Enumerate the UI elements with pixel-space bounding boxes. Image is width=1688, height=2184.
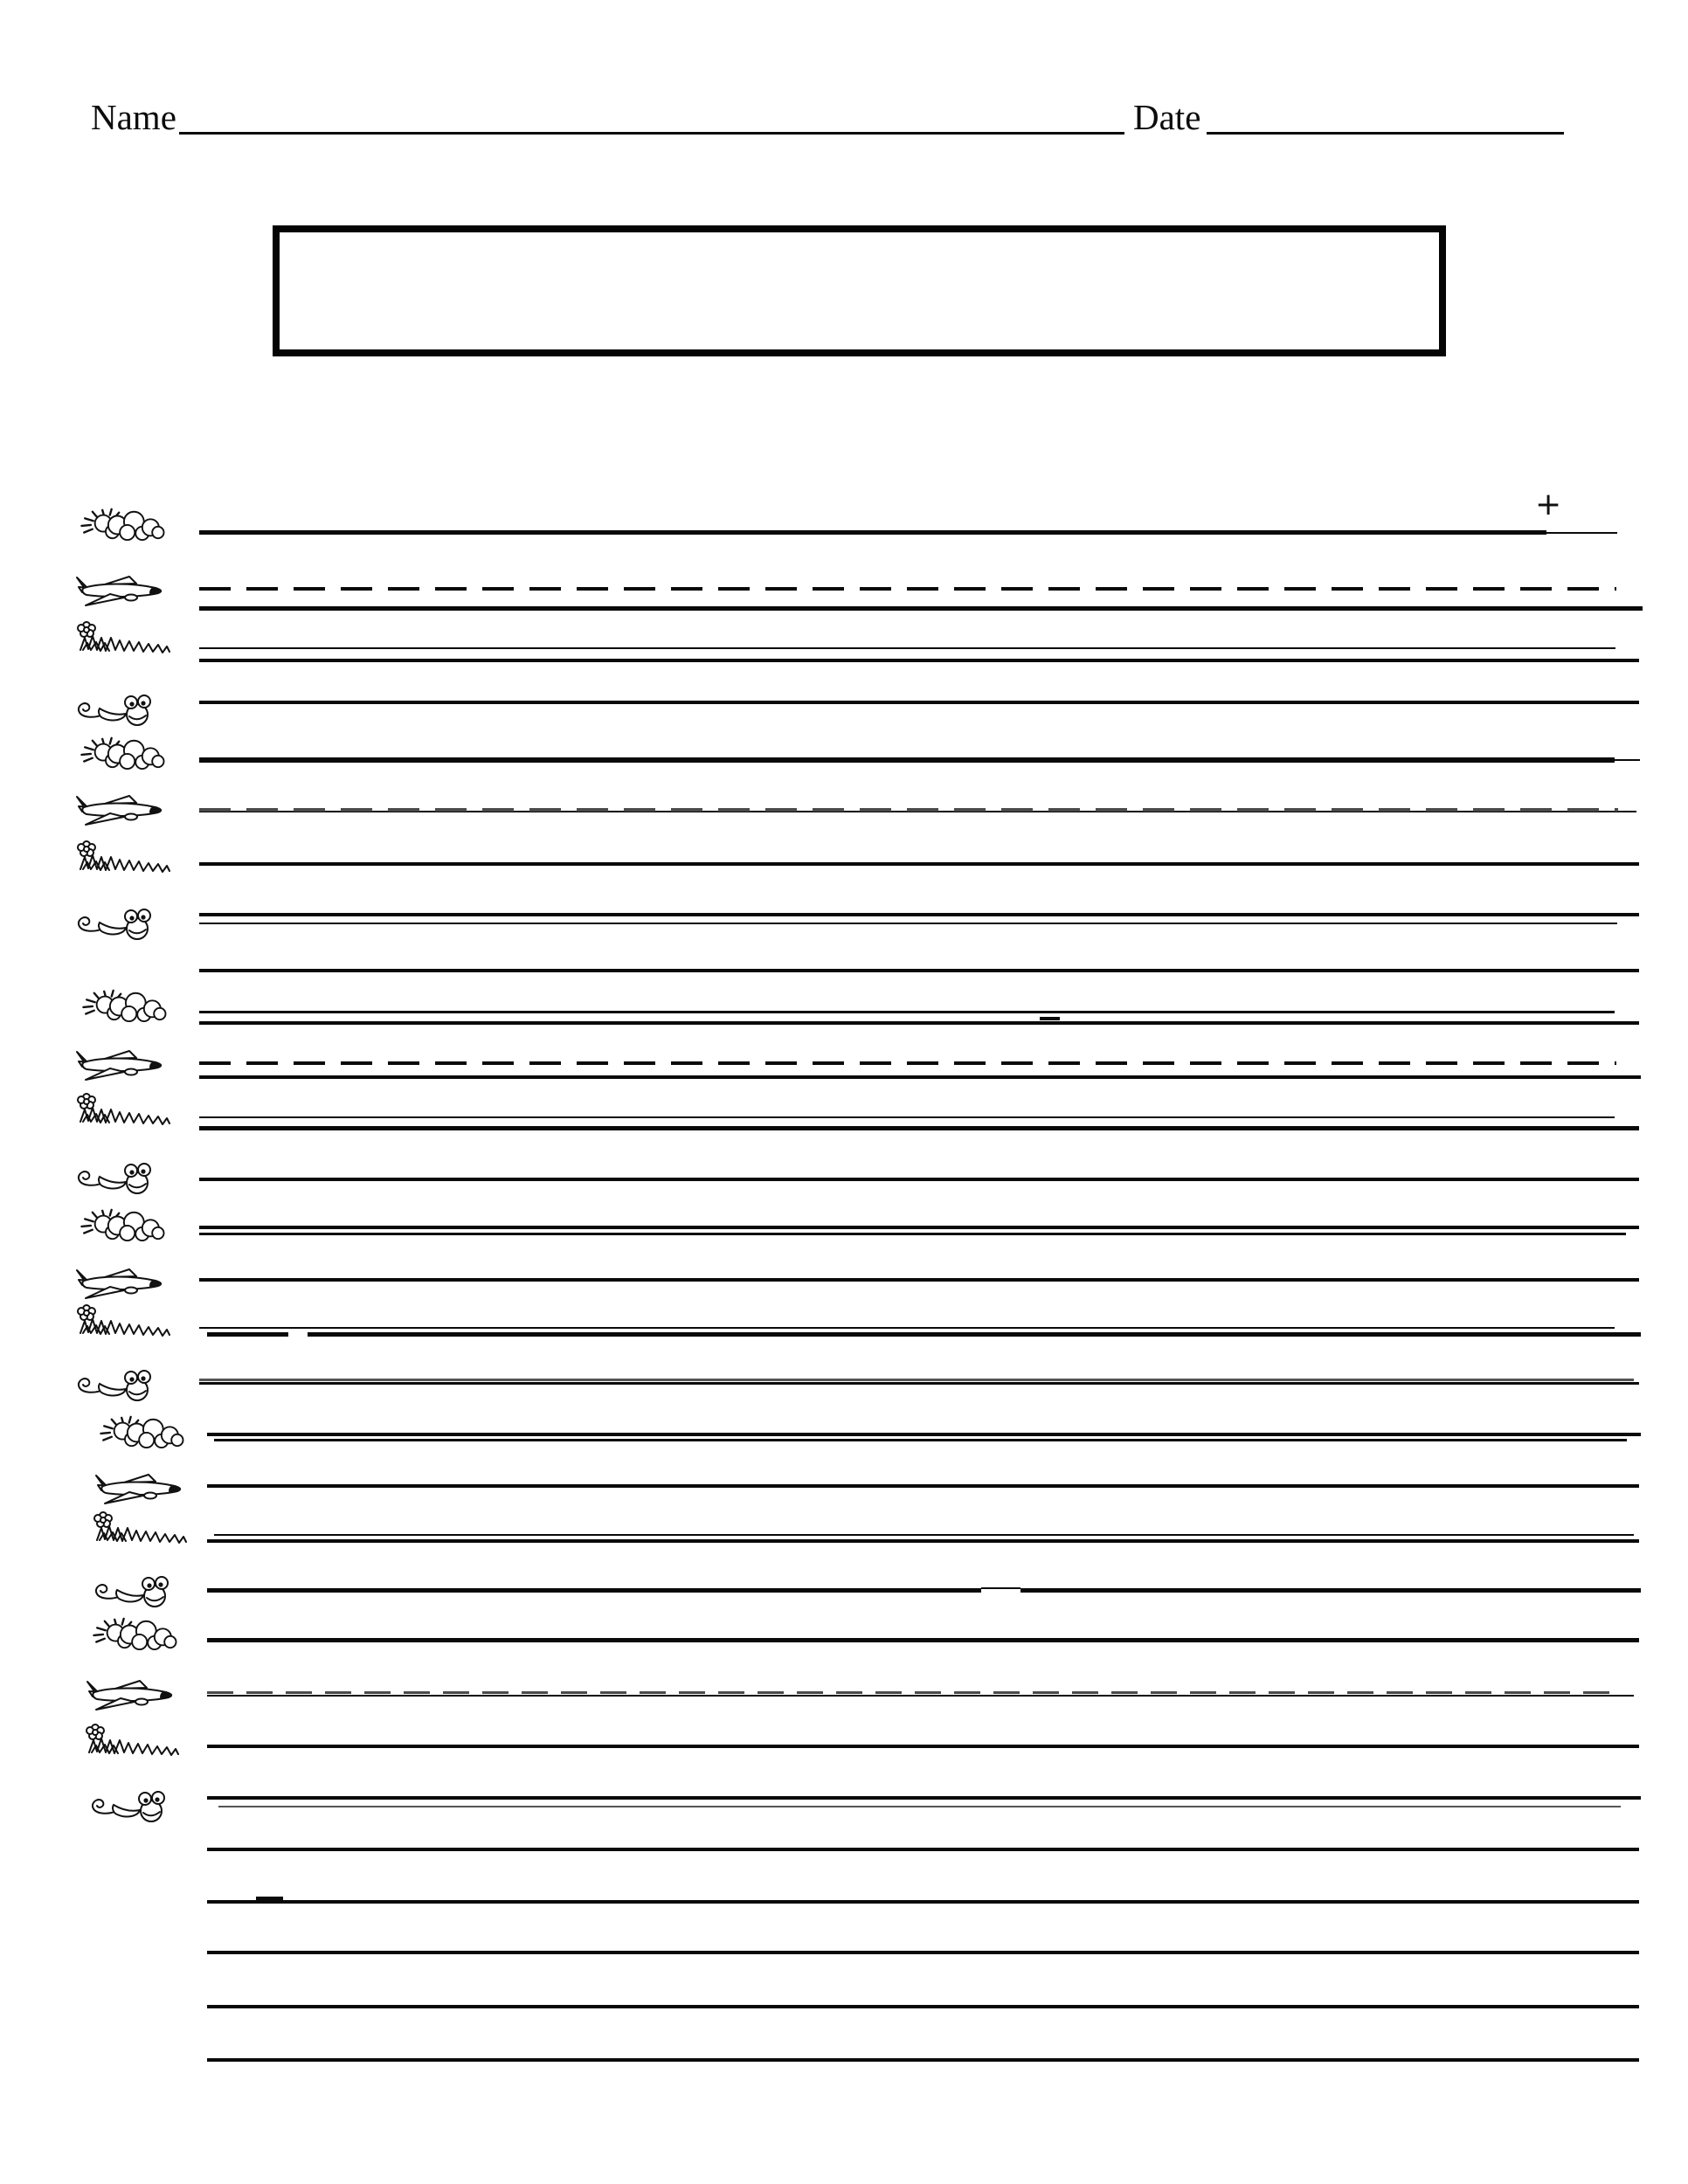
writing-line xyxy=(207,1332,288,1337)
writing-line xyxy=(199,1226,1639,1229)
grass-icon xyxy=(75,1303,173,1338)
writing-line xyxy=(207,1588,981,1593)
writing-line xyxy=(199,1327,1615,1329)
sun-cloud-icon xyxy=(87,1617,182,1650)
name-underline xyxy=(179,132,1124,135)
name-field-label: Name xyxy=(91,97,176,137)
date-field-label: Date xyxy=(1133,97,1201,137)
airplane-icon xyxy=(73,1266,169,1301)
writing-line xyxy=(207,1900,1639,1904)
writing-line xyxy=(199,757,1615,763)
airplane-icon xyxy=(73,1047,169,1082)
writing-line xyxy=(207,1695,1634,1697)
writing-line xyxy=(199,1278,1639,1282)
airplane-icon xyxy=(84,1677,180,1712)
worm-icon xyxy=(73,1366,161,1405)
airplane-icon xyxy=(73,573,169,608)
writing-line xyxy=(207,1433,1641,1436)
worm-icon xyxy=(73,1159,161,1198)
writing-line xyxy=(199,1075,1641,1079)
writing-line xyxy=(199,923,1617,924)
writing-line xyxy=(207,2005,1639,2008)
grass-icon xyxy=(92,1510,190,1545)
writing-line xyxy=(199,1116,1615,1118)
grass-icon xyxy=(75,840,173,874)
writing-line xyxy=(207,1484,1639,1488)
worm-icon xyxy=(87,1787,175,1826)
title-box xyxy=(273,225,1446,356)
writing-line xyxy=(207,2058,1639,2062)
writing-line xyxy=(199,1382,1639,1385)
writing-line xyxy=(199,530,1546,535)
writing-line xyxy=(199,1061,1616,1065)
writing-line xyxy=(199,1379,1634,1381)
worm-icon xyxy=(73,691,161,729)
writing-line xyxy=(199,969,1639,972)
writing-line xyxy=(1615,759,1640,761)
writing-line xyxy=(1020,1588,1641,1593)
writing-line xyxy=(199,587,1616,591)
writing-line xyxy=(199,913,1639,916)
writing-line xyxy=(199,1011,1615,1013)
airplane-icon xyxy=(73,792,169,827)
writing-line xyxy=(199,701,1639,704)
airplane-icon xyxy=(93,1471,189,1506)
writing-line xyxy=(199,647,1615,649)
sun-cloud-icon xyxy=(75,736,169,770)
writing-line xyxy=(199,1178,1639,1181)
grass-icon xyxy=(75,1092,173,1127)
writing-line xyxy=(1546,532,1617,534)
plus-mark: + xyxy=(1535,487,1562,522)
writing-line xyxy=(308,1332,1641,1337)
writing-line xyxy=(214,1439,1627,1441)
writing-line xyxy=(207,1539,1639,1543)
grass-icon xyxy=(75,620,173,655)
writing-line xyxy=(207,1638,1639,1642)
writing-line xyxy=(981,1587,1020,1589)
sun-cloud-icon xyxy=(77,989,171,1022)
writing-line xyxy=(199,808,1618,812)
writing-line xyxy=(207,1848,1639,1851)
writing-line xyxy=(199,1126,1639,1130)
sun-cloud-icon xyxy=(75,1208,169,1241)
date-underline xyxy=(1207,132,1564,135)
writing-line xyxy=(199,1021,1639,1025)
worm-icon xyxy=(73,905,161,943)
grass-icon xyxy=(84,1723,182,1758)
sun-cloud-icon xyxy=(94,1415,189,1448)
writing-line xyxy=(214,1534,1634,1536)
writing-line xyxy=(207,1691,1618,1694)
writing-line xyxy=(256,1897,283,1900)
worm-icon xyxy=(91,1572,178,1611)
writing-line xyxy=(199,1233,1626,1235)
writing-line xyxy=(199,606,1643,611)
writing-line xyxy=(199,659,1639,662)
writing-line xyxy=(218,1806,1621,1807)
writing-line xyxy=(1040,1017,1060,1020)
writing-line xyxy=(199,862,1639,866)
writing-line xyxy=(207,1951,1639,1954)
sun-cloud-icon xyxy=(75,508,169,541)
writing-line xyxy=(207,1796,1641,1800)
writing-line xyxy=(207,1745,1639,1748)
